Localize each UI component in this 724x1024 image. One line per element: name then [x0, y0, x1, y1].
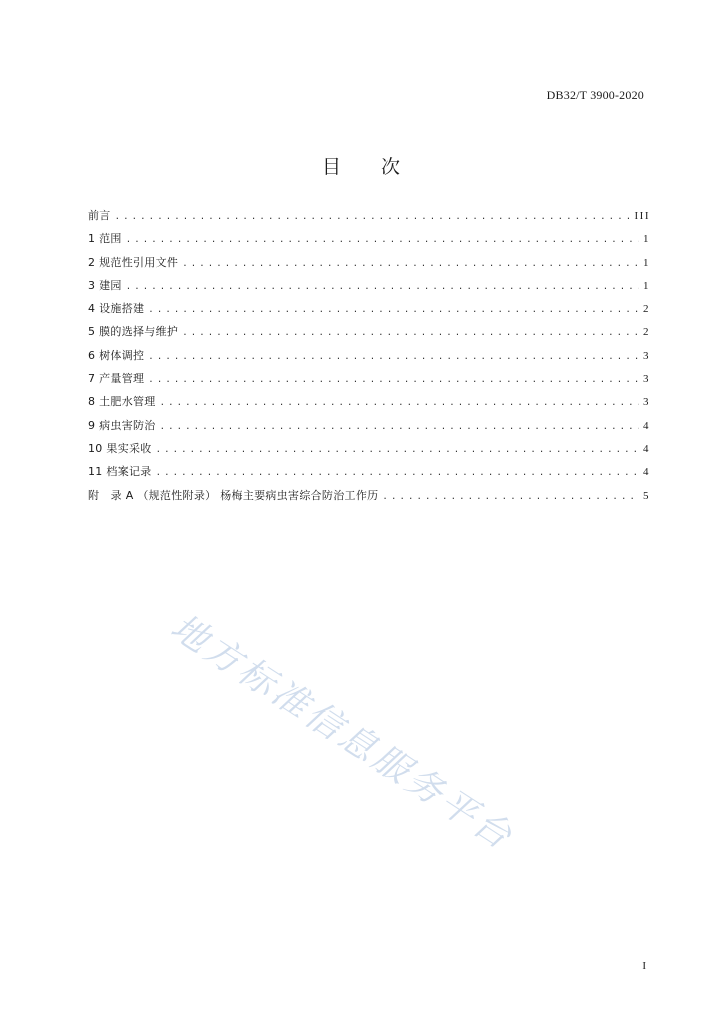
toc-dot-leader	[115, 212, 631, 222]
page-number: I	[642, 960, 646, 972]
toc-entry-label: 附 录 A （规范性附录） 杨梅主要病虫害综合防治工作历	[88, 488, 379, 502]
toc-entry-page: 4	[643, 419, 650, 432]
toc-entry-page: III	[634, 210, 650, 222]
toc-entry-label: 9 病虫害防治	[88, 418, 156, 432]
toc-entry-page: 1	[643, 256, 650, 269]
toc-entry-orchard-establishment[interactable]	[88, 277, 650, 300]
toc-dot-leader	[382, 492, 639, 502]
toc-entry-pest-control[interactable]	[88, 417, 650, 440]
toc-entry-page: 3	[643, 373, 650, 386]
toc-entry-facility-construction[interactable]	[88, 300, 650, 323]
toc-entry-page: 5	[643, 489, 650, 502]
toc-dot-leader	[182, 259, 639, 269]
toc-entry-label: 8 土肥水管理	[88, 395, 156, 409]
toc-entry-page: 4	[643, 466, 650, 479]
toc-entry-fruit-harvest[interactable]	[88, 440, 650, 463]
toc-entry-page: 2	[643, 303, 650, 316]
toc-dot-leader	[156, 445, 639, 455]
toc-dot-leader	[126, 282, 639, 292]
toc-entry-label: 6 树体调控	[88, 348, 145, 362]
toc-entry-record-keeping[interactable]	[88, 463, 650, 486]
toc-dot-leader	[148, 375, 639, 385]
toc-entry-label: 11 档案记录	[88, 465, 152, 479]
toc-entry-label: 2 规范性引用文件	[88, 255, 179, 269]
watermark: 地方标准信息服务平台	[163, 606, 522, 859]
toc-entry-film-selection[interactable]	[88, 323, 650, 346]
document-code: DB32/T 3900-2020	[546, 88, 644, 102]
toc-entry-label: 前言	[88, 209, 111, 222]
toc-entry-label: 5 膜的选择与维护	[88, 325, 179, 339]
title-part-2: 次	[381, 156, 403, 178]
page-title	[0, 152, 724, 179]
toc-entry-normative-references[interactable]	[88, 254, 650, 277]
toc-entry-scope[interactable]	[88, 230, 650, 253]
toc-dot-leader	[126, 235, 639, 245]
toc-entry-page: 2	[643, 326, 650, 339]
toc-dot-leader	[148, 305, 639, 315]
toc-dot-leader	[148, 352, 639, 362]
toc-entry-page: 3	[643, 349, 650, 362]
toc-entry-tree-regulation[interactable]	[88, 347, 650, 370]
toc-dot-leader	[160, 422, 639, 432]
toc-entry-yield-management[interactable]	[88, 370, 650, 393]
toc-dot-leader	[160, 398, 639, 408]
toc-entry-soil-fertilizer-water[interactable]	[88, 393, 650, 416]
toc-dot-leader	[182, 328, 639, 338]
toc-entry-foreword[interactable]	[88, 207, 650, 230]
toc-entry-label: 1 范围	[88, 232, 122, 246]
toc-entry-page: 1	[643, 279, 650, 292]
toc-entry-label: 3 建园	[88, 278, 122, 292]
toc-entry-label: 7 产量管理	[88, 372, 145, 386]
toc-entry-page: 1	[643, 233, 650, 246]
toc-entry-page: 4	[643, 442, 650, 455]
toc-entry-label: 10 果实采收	[88, 441, 152, 455]
toc-dot-leader	[156, 468, 639, 478]
toc-entry-label: 4 设施搭建	[88, 302, 145, 316]
title-part-1: 目	[321, 156, 343, 178]
toc-entry-appendix-a[interactable]	[88, 487, 650, 510]
table-of-contents	[88, 207, 650, 510]
toc-entry-page: 3	[643, 396, 650, 409]
